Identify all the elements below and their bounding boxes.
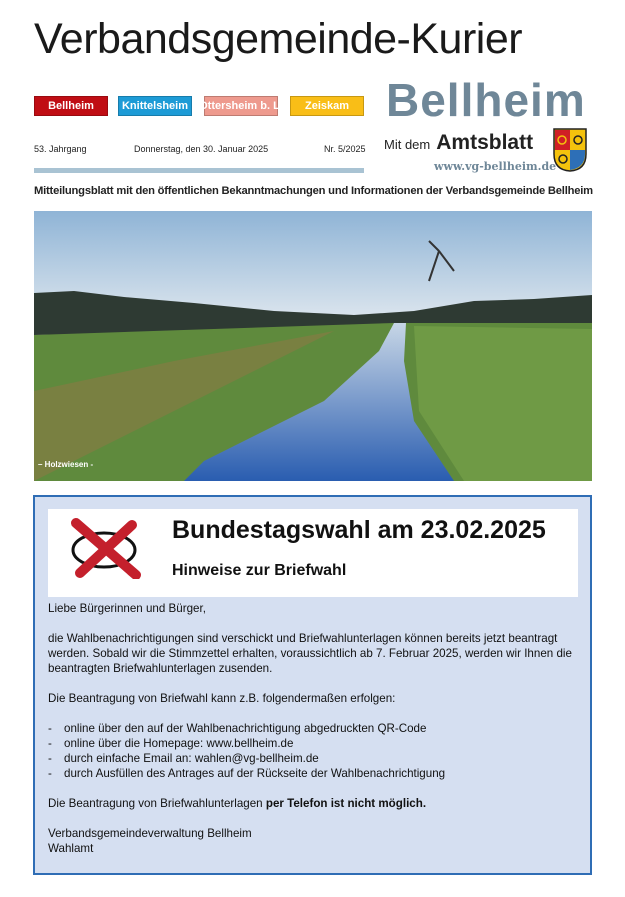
- subtitle: Mitteilungsblatt mit den öffentlichen Bekanntmachungen und Informationen der Verbandsgemeinde Bellheim: [34, 185, 593, 197]
- tag-knittelsheim: Knittelsheim: [118, 96, 192, 116]
- town-name: Bellheim: [386, 74, 586, 126]
- greeting: Liebe Bürgerinnen und Bürger,: [48, 602, 206, 615]
- coat-of-arms-icon: [553, 128, 587, 172]
- ballot-cross-icon: [66, 517, 144, 579]
- tag-zeiskam: Zeiskam: [290, 96, 364, 116]
- notice-header: [48, 509, 578, 597]
- paragraph: [48, 796, 583, 811]
- website-url: www.vg-bellheim.de: [434, 160, 557, 173]
- notice-title: Bundestagswahl am 23.02.2025: [172, 516, 546, 544]
- issue-date: Donnerstag, den 30. Januar 2025: [134, 144, 269, 154]
- signature-line: Verbandsgemeindeverwaltung Bellheim: [48, 827, 252, 840]
- cover-photo: [34, 211, 592, 481]
- mit-dem-label: Mit dem: [384, 137, 431, 152]
- amtsblatt-label: Amtsblatt: [436, 131, 534, 154]
- tag-bellheim: Bellheim: [34, 96, 108, 116]
- paragraph: die Wahlbenachrichtigungen sind verschickt und Briefwahlunterlagen können bereits jetzt beantragt werden. Sobald wir die Stimmzettel erhalten, voraussichtlich ab 7. Februar 2025, werden wir Ihnen die beantragten Briefwahlunterlagen zusenden.: [48, 632, 572, 675]
- list-item: - durch Ausfüllen des Antrages auf der Rückseite der Wahlbenachrichtigung: [48, 766, 583, 781]
- signature-line: Wahlamt: [48, 842, 94, 855]
- photo-caption: – Holzwiesen -: [38, 460, 94, 469]
- notice-subtitle: Hinweise zur Briefwahl: [172, 562, 347, 579]
- text: Die Beantragung von Briefwahlunterlagen: [48, 797, 266, 810]
- volume: 53. Jahrgang: [34, 144, 87, 154]
- notice-body: [48, 601, 583, 856]
- tag-ottersheim: Ottersheim b. L.: [204, 96, 278, 116]
- list-item: - online über die Homepage: www.bellheim.de: [48, 736, 583, 751]
- list-item: - durch einfache Email an: wahlen@vg-bellheim.de: [48, 751, 583, 766]
- election-notice: [33, 495, 592, 875]
- issue-number: Nr. 5/2025: [324, 144, 366, 154]
- bold-text: per Telefon ist nicht möglich.: [265, 797, 427, 810]
- list-item: - online über den auf der Wahlbenachrichtigung abgedruckten QR-Code: [48, 721, 583, 736]
- newspaper-title: Verbandsgemeinde-Kurier: [34, 15, 523, 63]
- amtsblatt-row: [384, 130, 533, 158]
- divider: [34, 168, 364, 173]
- paragraph: Die Beantragung von Briefwahl kann z.B. folgendermaßen erfolgen:: [48, 692, 396, 705]
- method-list: [48, 721, 583, 781]
